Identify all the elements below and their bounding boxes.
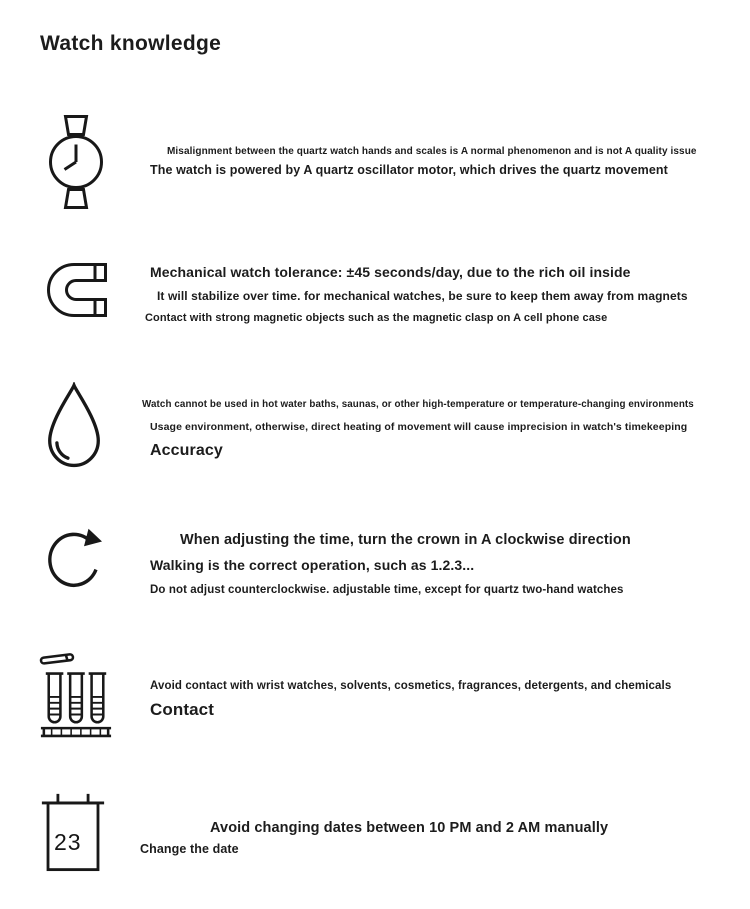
magnet-contact-text: Contact with strong magnetic objects such as the magnetic clasp on A cell phone case — [145, 312, 608, 324]
contact-heading: Contact — [150, 700, 214, 719]
magnet-icon — [44, 262, 108, 318]
page-title: Watch knowledge — [40, 32, 222, 55]
calendar-day-number: 23 — [54, 829, 82, 855]
chemicals-avoid-text: Avoid contact with wrist watches, solvents, cosmetics, fragrances, detergents, and chemicals — [150, 680, 672, 692]
adjust-walking-text: Walking is the correct operation, such as 1.2.3... — [150, 557, 475, 573]
date-avoid-text: Avoid changing dates between 10 PM and 2 AM manually — [210, 820, 609, 836]
accuracy-heading: Accuracy — [150, 442, 223, 459]
magnet-tolerance-text: Mechanical watch tolerance: ±45 seconds/day, due to the rich oil inside — [150, 264, 631, 280]
water-drop-icon — [42, 382, 106, 470]
quartz-main-text: The watch is powered by A quartz oscillator motor, which drives the quartz movement — [150, 163, 668, 177]
date-change-text: Change the date — [140, 842, 239, 856]
magnet-stabilize-text: It will stabilize over time. for mechanical watches, be sure to keep them away from magnets — [157, 289, 688, 303]
test-tubes-icon — [38, 648, 114, 742]
quartz-note-text: Misalignment between the quartz watch hands and scales is A normal phenomenon and is not A quality issue — [167, 146, 697, 157]
clockwise-arrow-icon — [43, 524, 105, 594]
watch-icon — [45, 114, 107, 210]
accuracy-heating-text: Usage environment, otherwise, direct heating of movement will cause imprecision in watch's timekeeping — [150, 421, 688, 433]
adjust-counterclockwise-text: Do not adjust counterclockwise. adjustable time, except for quartz two-hand watches — [150, 584, 624, 596]
accuracy-environment-text: Watch cannot be used in hot water baths, saunas, or other high-temperature or temperature-changing environments — [142, 399, 694, 410]
adjust-clockwise-text: When adjusting the time, turn the crown in A clockwise direction — [180, 532, 631, 548]
